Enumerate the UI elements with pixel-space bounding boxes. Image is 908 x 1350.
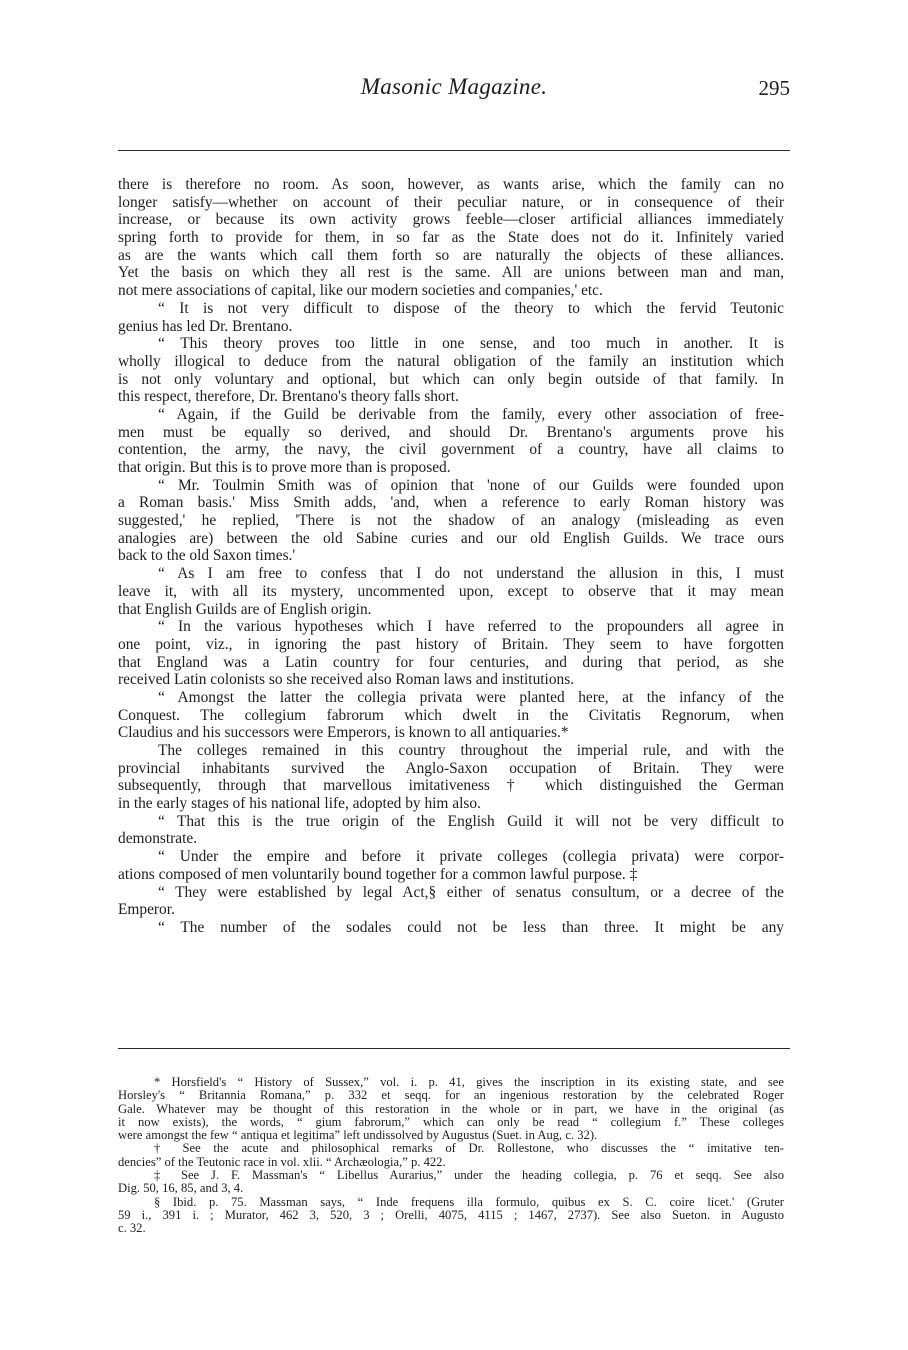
- text-line: “ This theory proves too little in one sense, and too much in another. It is: [158, 335, 784, 353]
- text-line: Claudius and his successors were Emperors, is known to all antiquaries.*: [118, 724, 569, 742]
- text-line: “ In the various hypotheses which I have referred to the propounders all agree in: [158, 618, 784, 636]
- page-header: [118, 74, 790, 124]
- text-line: a Roman basis.' Miss Smith adds, 'and, when a reference to early Roman history was: [118, 494, 784, 512]
- text-line: “ Under the empire and before it private colleges (collegia privata) were corpor-: [158, 848, 784, 866]
- footnote-line: * Horsfield's “ History of Sussex,” vol. i. p. 41, gives the inscription in its existing state, and see: [154, 1075, 784, 1089]
- text-line: “ Mr. Toulmin Smith was of opinion that 'none of our Guilds were founded upon: [158, 476, 784, 494]
- footnotes: [118, 1076, 784, 1236]
- text-line: “ Again, if the Guild be derivable from the family, every other association of free-: [158, 405, 784, 423]
- footnote-line: it now exists), the words, “ gium fabrorum,” which can only be read “ collegium f.” These colleges: [118, 1114, 784, 1129]
- text-line: is not only voluntary and optional, but which can only begin outside of that family. In: [118, 370, 784, 388]
- text-line: that England was a Latin country for four centuries, and during that period, as she: [118, 653, 784, 671]
- body-text: [118, 176, 784, 937]
- text-line: increase, or because its own activity grows feeble—closer artificial alliances immediately: [118, 211, 784, 229]
- text-line: there is therefore no room. As soon, however, as wants arise, which the family can no: [118, 176, 784, 193]
- footnote-line: § Ibid. p. 75. Massman says, “ Inde frequens illa formulo, quibus ex S. C. coire licet.' (Gruter: [154, 1194, 784, 1209]
- text-line: leave it, with all its mystery, uncommented upon, except to observe that it may mean: [118, 582, 784, 600]
- footnote-line: c. 32.: [118, 1221, 146, 1236]
- text-line: contention, the army, the navy, the civil government of a country, have all claims to: [118, 441, 784, 459]
- text-line: one point, viz., in ignoring the past history of Britain. They seem to have forgotten: [118, 635, 784, 653]
- footnote-line: † See the acute and philosophical remarks of Dr. Rollestone, who discusses the “ imitative ten-: [154, 1141, 784, 1156]
- footnote-line: 59 i., 391 i. ; Murator, 462 3, 520, 3 ; Orelli, 4075, 4115 ; 1467, 2737). See also Sueton. in Augusto: [118, 1207, 784, 1222]
- text-line: wholly illogical to deduce from the natural obligation of the family an institution which: [118, 352, 784, 370]
- text-line: provincial inhabitants survived the Anglo-Saxon occupation of Britain. They were: [118, 759, 784, 777]
- text-line: men must be equally so derived, and should Dr. Brentano's arguments prove his: [118, 423, 784, 441]
- footnote-line: Gale. Whatever may be thought of this restoration in the whole or in part, we have in the original (as: [118, 1101, 784, 1116]
- text-line: “ As I am free to confess that I do not understand the allusion in this, I must: [158, 565, 784, 583]
- running-title: Masonic Magazine.: [360, 74, 548, 99]
- text-line: not mere associations of capital, like our modern societies and companies,' etc.: [118, 282, 603, 300]
- text-line: received Latin colonists so she received also Roman laws and institutions.: [118, 671, 575, 689]
- text-line: genius has led Dr. Brentano.: [118, 317, 293, 335]
- text-line: ations composed of men voluntarily bound together for a common lawful purpose. ‡: [118, 865, 638, 883]
- text-line: suggested,' he replied, 'There is not the shadow of an analogy (misleading as even: [118, 512, 784, 530]
- text-line: subsequently, through that marvellous imitativeness † which distinguished the German: [118, 777, 784, 795]
- text-line: that English Guilds are of English origin.: [118, 600, 372, 618]
- text-line: “ Amongst the latter the collegia privata were planted here, at the infancy of the: [158, 688, 784, 706]
- footnote-line: ‡ See J. F. Massman's “ Libellus Aurarius,” under the heading collegia, p. 76 et seqq. See also: [154, 1168, 784, 1183]
- text-line: longer satisfy—whether on account of their peculiar nature, or in consequence of their: [118, 193, 784, 211]
- text-line: analogies are) between the old Sabine curies and our old English Guilds. We trace ours: [118, 529, 784, 547]
- text-line: spring forth to provide for them, in so far as the State does not do it. Infinitely varied: [118, 229, 784, 247]
- header-rule: [118, 150, 790, 151]
- text-line: demonstrate.: [118, 830, 198, 848]
- footnote-rule: [118, 1048, 790, 1049]
- text-line: in the early stages of his national life, adopted by him also.: [118, 795, 481, 813]
- text-line: Yet the basis on which they all rest is the same. All are unions between man and man,: [118, 264, 784, 282]
- text-line: as are the wants which call them forth so are naturally the objects of these alliances.: [118, 246, 784, 264]
- text-line: this respect, therefore, Dr. Brentano's theory falls short.: [118, 388, 459, 406]
- text-line: that origin. But this is to prove more than is proposed.: [118, 459, 451, 476]
- text-line: Conquest. The collegium fabrorum which dwelt in the Civitatis Regnorum, when: [118, 706, 784, 724]
- text-line: back to the old Saxon times.': [118, 547, 296, 565]
- footnote-line: Horsley's “ Britannia Romana,” p. 332 et seqq. for an ingenious restoration by the celebrated Roger: [118, 1088, 784, 1103]
- page-number: 295: [758, 76, 790, 100]
- text-line: “ They were established by legal Act,§ either of senatus consultum, or a decree of the: [158, 883, 784, 901]
- text-line: “ The number of the sodales could not be less than three. It might be any: [158, 918, 784, 936]
- footnote-line: were amongst the few “ antiqua et legitima” left undissolved by Augustus (Suet. in Aug, c. 32).: [118, 1128, 598, 1143]
- text-line: “ It is not very difficult to dispose of the theory to which the fervid Teutonic: [158, 299, 784, 317]
- text-line: “ That this is the true origin of the English Guild it will not be very difficult to: [158, 812, 784, 830]
- footnote-line: Dig. 50, 16, 85, and 3, 4.: [118, 1181, 244, 1196]
- text-line: Emperor.: [118, 901, 175, 919]
- footnote-line: dencies” of the Teutonic race in vol. xlii. “ Archæologia,” p. 422.: [118, 1154, 446, 1169]
- text-line: The colleges remained in this country throughout the imperial rule, and with the: [158, 742, 784, 759]
